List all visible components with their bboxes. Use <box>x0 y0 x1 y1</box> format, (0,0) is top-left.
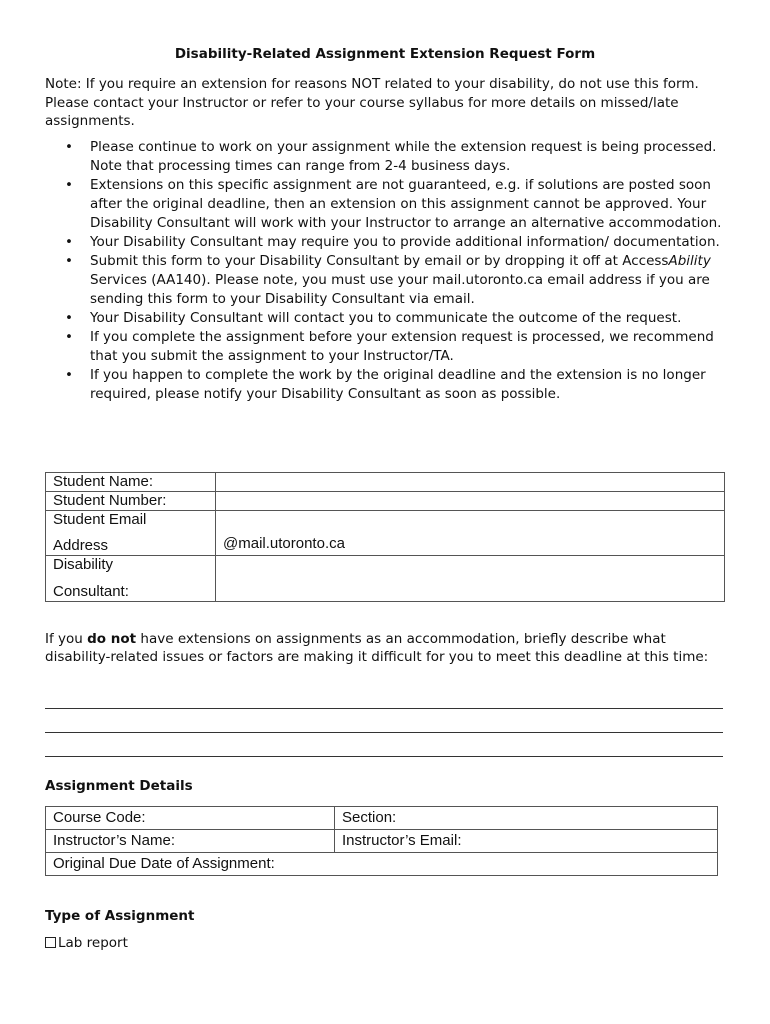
note-paragraph: Note: If you require an extension for reasons NOT related to your disability, do not use this form. Please contact your Instructor or refer to your course syllabus for more details on missed/late assignments. <box>45 76 699 129</box>
student-info-table <box>45 472 725 602</box>
list-item: • Extensions on this specific assignment are not guaranteed, e.g. if solutions are posted soon after the original deadline, then an extension on this assignment cannot be approved. Your Disability Consultant will work with your Instructor to arrange an alternative accommodation. <box>45 176 735 233</box>
student-email-field[interactable] <box>216 511 725 556</box>
student-name-label: Student Name: <box>46 473 216 492</box>
answer-line-2[interactable] <box>45 732 723 733</box>
student-email-label-line2: Address <box>53 537 109 554</box>
student-email-label-line1: Student Email <box>53 511 147 528</box>
instructor-email-field[interactable]: Instructor’s Email: <box>335 830 718 853</box>
answer-line-3[interactable] <box>45 756 723 757</box>
describe-text: have extensions on assignments as an accommodation, briefly describe what disability-related issues or factors are making it difficult for you to meet this deadline at this time: <box>45 631 709 665</box>
list-item: • Your Disability Consultant will contact you to communicate the outcome of the request. <box>45 309 735 328</box>
type-of-assignment-heading: Type of Assignment <box>45 908 195 924</box>
list-item: • Your Disability Consultant may require you to provide additional information/ documentation. <box>45 233 735 252</box>
assignment-details-heading: Assignment Details <box>45 778 193 794</box>
list-item-text: Services (AA140). Please note, you must use your mail.utoronto.ca email address if you are sending this form to your Disability Consultant via email. <box>90 272 710 307</box>
checkbox-icon[interactable] <box>45 937 56 948</box>
original-due-date-field[interactable]: Original Due Date of Assignment: <box>46 853 718 876</box>
disability-consultant-label-line1: Disability <box>53 556 114 573</box>
lab-report-label: Lab report <box>58 935 128 951</box>
describe-paragraph <box>45 630 735 666</box>
list-item: • If you happen to complete the work by the original deadline and the extension is no longer required, please notify your Disability Consultant as soon as possible. <box>45 366 735 404</box>
do-not-bold-text: do not <box>87 631 137 647</box>
assignment-details-table <box>45 806 718 876</box>
course-code-field[interactable]: Course Code: <box>46 807 335 830</box>
instructor-name-field[interactable]: Instructor’s Name: <box>46 830 335 853</box>
list-item <box>45 252 735 309</box>
student-number-label: Student Number: <box>46 492 216 511</box>
section-field[interactable]: Section: <box>335 807 718 830</box>
answer-line-1[interactable] <box>45 708 723 709</box>
student-name-field[interactable] <box>216 473 725 492</box>
describe-text: If you <box>45 631 88 647</box>
list-item: • If you complete the assignment before your extension request is processed, we recommend that you submit the assignment to your Instructor/TA. <box>45 328 735 366</box>
list-item-text: Submit this form to your Disability Consultant by email or by dropping it off at Access <box>90 253 669 269</box>
disability-consultant-label-line2: Consultant: <box>53 583 129 600</box>
instructions-list <box>45 138 735 404</box>
email-domain-text: @mail.utoronto.ca <box>223 535 345 552</box>
student-number-field[interactable] <box>216 492 725 511</box>
list-item: • Please continue to work on your assignment while the extension request is being processed. Note that processing times can range from 2-4 business days. <box>45 138 735 176</box>
disability-consultant-field[interactable] <box>216 556 725 602</box>
lab-report-option[interactable] <box>45 935 128 951</box>
student-email-label <box>46 511 216 556</box>
form-title: Disability-Related Assignment Extension Request Form <box>174 46 596 62</box>
ability-italic-text: Ability <box>668 253 711 269</box>
disability-consultant-label <box>46 556 216 602</box>
